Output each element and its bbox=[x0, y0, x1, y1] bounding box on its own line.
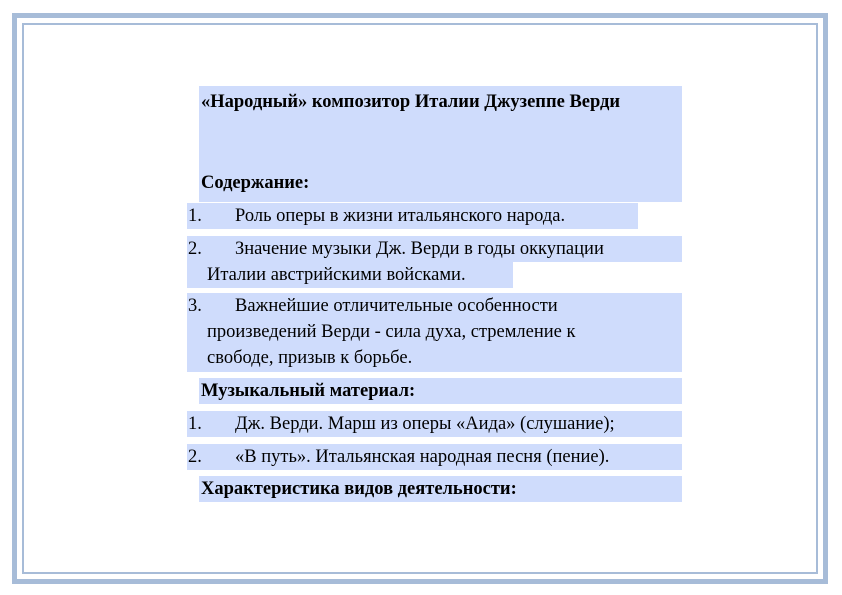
list-item-text: свободе, призыв к борьбе. bbox=[207, 348, 413, 368]
list-item-text: Значение музыки Дж. Верди в годы оккупации bbox=[235, 239, 604, 259]
list-item-text: «В путь». Итальянская народная песня (пение). bbox=[235, 447, 610, 467]
list-item-text: Италии австрийскими войсками. bbox=[207, 265, 466, 285]
list-item-text: произведений Верди - сила духа, стремление к bbox=[207, 322, 576, 342]
list-number: 2. bbox=[188, 447, 202, 467]
material-item-2 bbox=[187, 444, 682, 470]
contents-item-3 bbox=[187, 293, 682, 372]
contents-item-1 bbox=[187, 203, 638, 229]
list-item-text: Роль оперы в жизни итальянского народа. bbox=[235, 206, 566, 226]
page-title: «Народный» композитор Италии Джузеппе Верди bbox=[199, 86, 682, 202]
contents-item-2 bbox=[187, 236, 682, 288]
list-number: 3. bbox=[188, 296, 202, 316]
material-item-1 bbox=[187, 411, 682, 437]
list-item-text: Важнейшие отличительные особенности bbox=[235, 296, 558, 316]
contents-heading: Содержание: bbox=[199, 170, 682, 196]
material-heading: Музыкальный материал: bbox=[199, 378, 682, 404]
list-number: 1. bbox=[188, 414, 202, 434]
list-number: 1. bbox=[188, 206, 202, 226]
list-item-text: Дж. Верди. Марш из оперы «Аида» (слушание); bbox=[235, 414, 615, 434]
activity-heading: Характеристика видов деятельности: bbox=[199, 476, 682, 502]
list-number: 2. bbox=[188, 239, 202, 259]
